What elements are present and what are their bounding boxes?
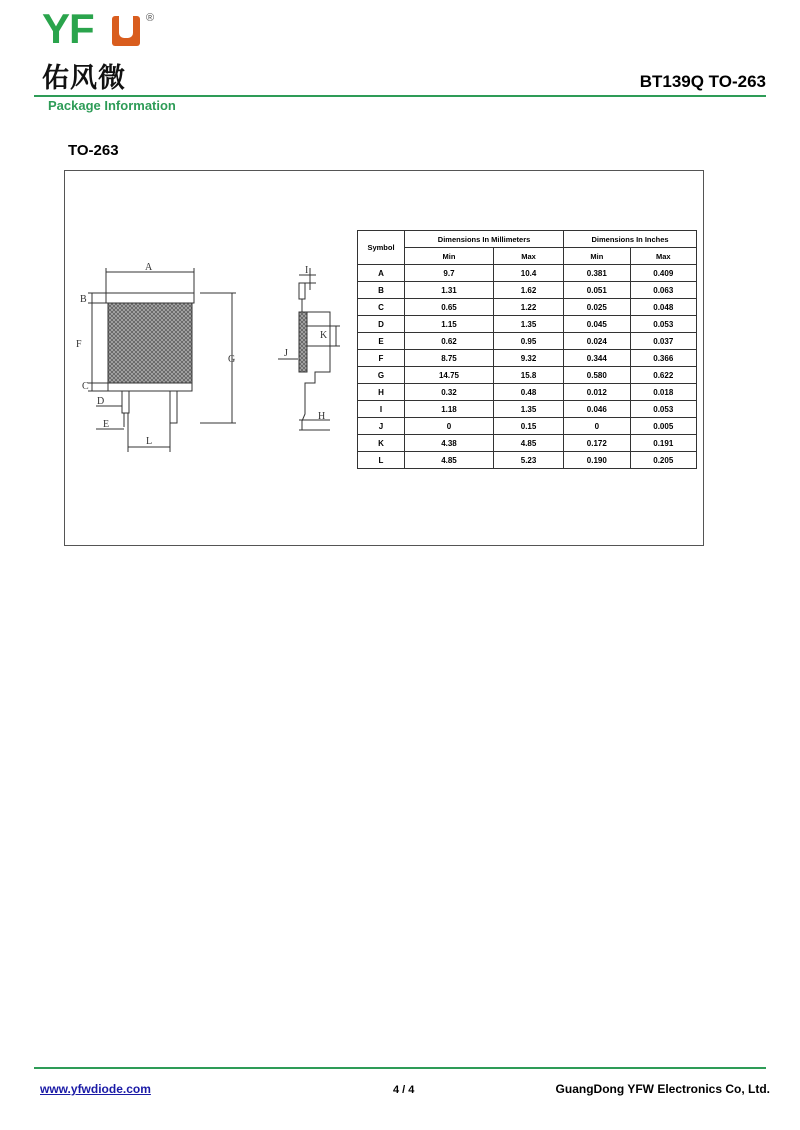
dim-label-L: L: [146, 436, 153, 447]
side-view-tab: [299, 283, 305, 299]
section-label: Package Information: [48, 98, 176, 113]
cell-mm-max: 5.23: [493, 452, 563, 469]
dim-label-G: G: [228, 354, 236, 365]
cell-symbol: K: [358, 435, 405, 452]
cell-in-max: 0.037: [630, 333, 696, 350]
inch-header: Dimensions In Inches: [564, 231, 697, 248]
cell-mm-min: 1.15: [405, 316, 494, 333]
cell-mm-max: 0.48: [493, 384, 563, 401]
cell-in-max: 0.063: [630, 282, 696, 299]
table-row: [358, 333, 697, 350]
dim-label-C: C: [82, 381, 89, 392]
dim-label-H: H: [318, 411, 326, 422]
in-min-header: Min: [564, 248, 630, 265]
cell-mm-max: 1.22: [493, 299, 563, 316]
dim-label-I: I: [305, 265, 309, 276]
cell-symbol: B: [358, 282, 405, 299]
table-row: [358, 265, 697, 282]
dim-label-E: E: [103, 419, 110, 430]
mm-header: Dimensions In Millimeters: [405, 231, 564, 248]
cell-in-max: 0.005: [630, 418, 696, 435]
cell-in-max: 0.409: [630, 265, 696, 282]
table-row: [358, 299, 697, 316]
in-max-header: Max: [630, 248, 696, 265]
cell-symbol: H: [358, 384, 405, 401]
table-row: [358, 316, 697, 333]
dimensions-table-body: [358, 265, 697, 469]
cell-mm-max: 9.32: [493, 350, 563, 367]
cell-mm-min: 0.32: [405, 384, 494, 401]
dim-label-A: A: [145, 262, 153, 273]
table-row: [358, 384, 697, 401]
dim-label-F: F: [76, 339, 82, 350]
logo-chinese-text: 佑风微: [42, 63, 126, 94]
cell-mm-max: 1.35: [493, 401, 563, 418]
cell-symbol: L: [358, 452, 405, 469]
registered-mark: ®: [146, 12, 155, 24]
page-number: 4 / 4: [393, 1084, 415, 1096]
logo-latin-text: YF: [42, 5, 94, 52]
cell-symbol: F: [358, 350, 405, 367]
table-row: [358, 282, 697, 299]
footer-divider: [34, 1067, 766, 1069]
cell-mm-min: 0.65: [405, 299, 494, 316]
cell-in-max: 0.622: [630, 367, 696, 384]
cell-in-min: 0.046: [564, 401, 630, 418]
cell-in-max: 0.053: [630, 401, 696, 418]
cell-in-min: 0.381: [564, 265, 630, 282]
cell-mm-min: 0: [405, 418, 494, 435]
company-name: GuangDong YFW Electronics Co, Ltd.: [555, 1082, 770, 1096]
cell-in-max: 0.053: [630, 316, 696, 333]
table-row: [358, 435, 697, 452]
front-view-tab: [106, 293, 194, 303]
cell-mm-min: 8.75: [405, 350, 494, 367]
cell-mm-min: 1.31: [405, 282, 494, 299]
dimensions-table: [357, 230, 697, 469]
cell-mm-min: 4.85: [405, 452, 494, 469]
cell-symbol: C: [358, 299, 405, 316]
cell-symbol: J: [358, 418, 405, 435]
cell-in-min: 0.051: [564, 282, 630, 299]
cell-symbol: G: [358, 367, 405, 384]
mm-min-header: Min: [405, 248, 494, 265]
table-row: [358, 367, 697, 384]
table-row: [358, 452, 697, 469]
mm-max-header: Max: [493, 248, 563, 265]
cell-mm-min: 0.62: [405, 333, 494, 350]
cell-in-min: 0.025: [564, 299, 630, 316]
table-row: [358, 418, 697, 435]
cell-mm-max: 0.15: [493, 418, 563, 435]
cell-in-min: 0.190: [564, 452, 630, 469]
dim-label-K: K: [320, 330, 328, 341]
cell-mm-max: 15.8: [493, 367, 563, 384]
website-link[interactable]: www.yfwdiode.com: [40, 1082, 151, 1096]
cell-in-min: 0.172: [564, 435, 630, 452]
cell-in-max: 0.191: [630, 435, 696, 452]
cell-mm-min: 1.18: [405, 401, 494, 418]
cell-in-max: 0.366: [630, 350, 696, 367]
document-title: BT139Q TO-263: [639, 72, 766, 91]
cell-mm-max: 0.95: [493, 333, 563, 350]
table-row: [358, 401, 697, 418]
cell-symbol: A: [358, 265, 405, 282]
cell-in-max: 0.205: [630, 452, 696, 469]
cell-in-min: 0: [564, 418, 630, 435]
cell-symbol: D: [358, 316, 405, 333]
cell-mm-min: 9.7: [405, 265, 494, 282]
dim-label-J: J: [284, 348, 288, 359]
cell-symbol: E: [358, 333, 405, 350]
table-row: [358, 350, 697, 367]
cell-mm-min: 4.38: [405, 435, 494, 452]
cell-in-min: 0.580: [564, 367, 630, 384]
cell-in-max: 0.018: [630, 384, 696, 401]
cell-mm-max: 1.62: [493, 282, 563, 299]
dim-label-B: B: [80, 294, 87, 305]
cell-symbol: I: [358, 401, 405, 418]
package-name: TO-263: [68, 142, 119, 159]
cell-mm-max: 1.35: [493, 316, 563, 333]
cell-mm-min: 14.75: [405, 367, 494, 384]
cell-in-min: 0.024: [564, 333, 630, 350]
cell-mm-max: 4.85: [493, 435, 563, 452]
symbol-header: Symbol: [358, 231, 405, 265]
front-view-body: [108, 303, 192, 383]
cell-in-max: 0.048: [630, 299, 696, 316]
cell-in-min: 0.012: [564, 384, 630, 401]
cell-in-min: 0.045: [564, 316, 630, 333]
dim-label-D: D: [97, 396, 105, 407]
cell-in-min: 0.344: [564, 350, 630, 367]
cell-mm-max: 10.4: [493, 265, 563, 282]
